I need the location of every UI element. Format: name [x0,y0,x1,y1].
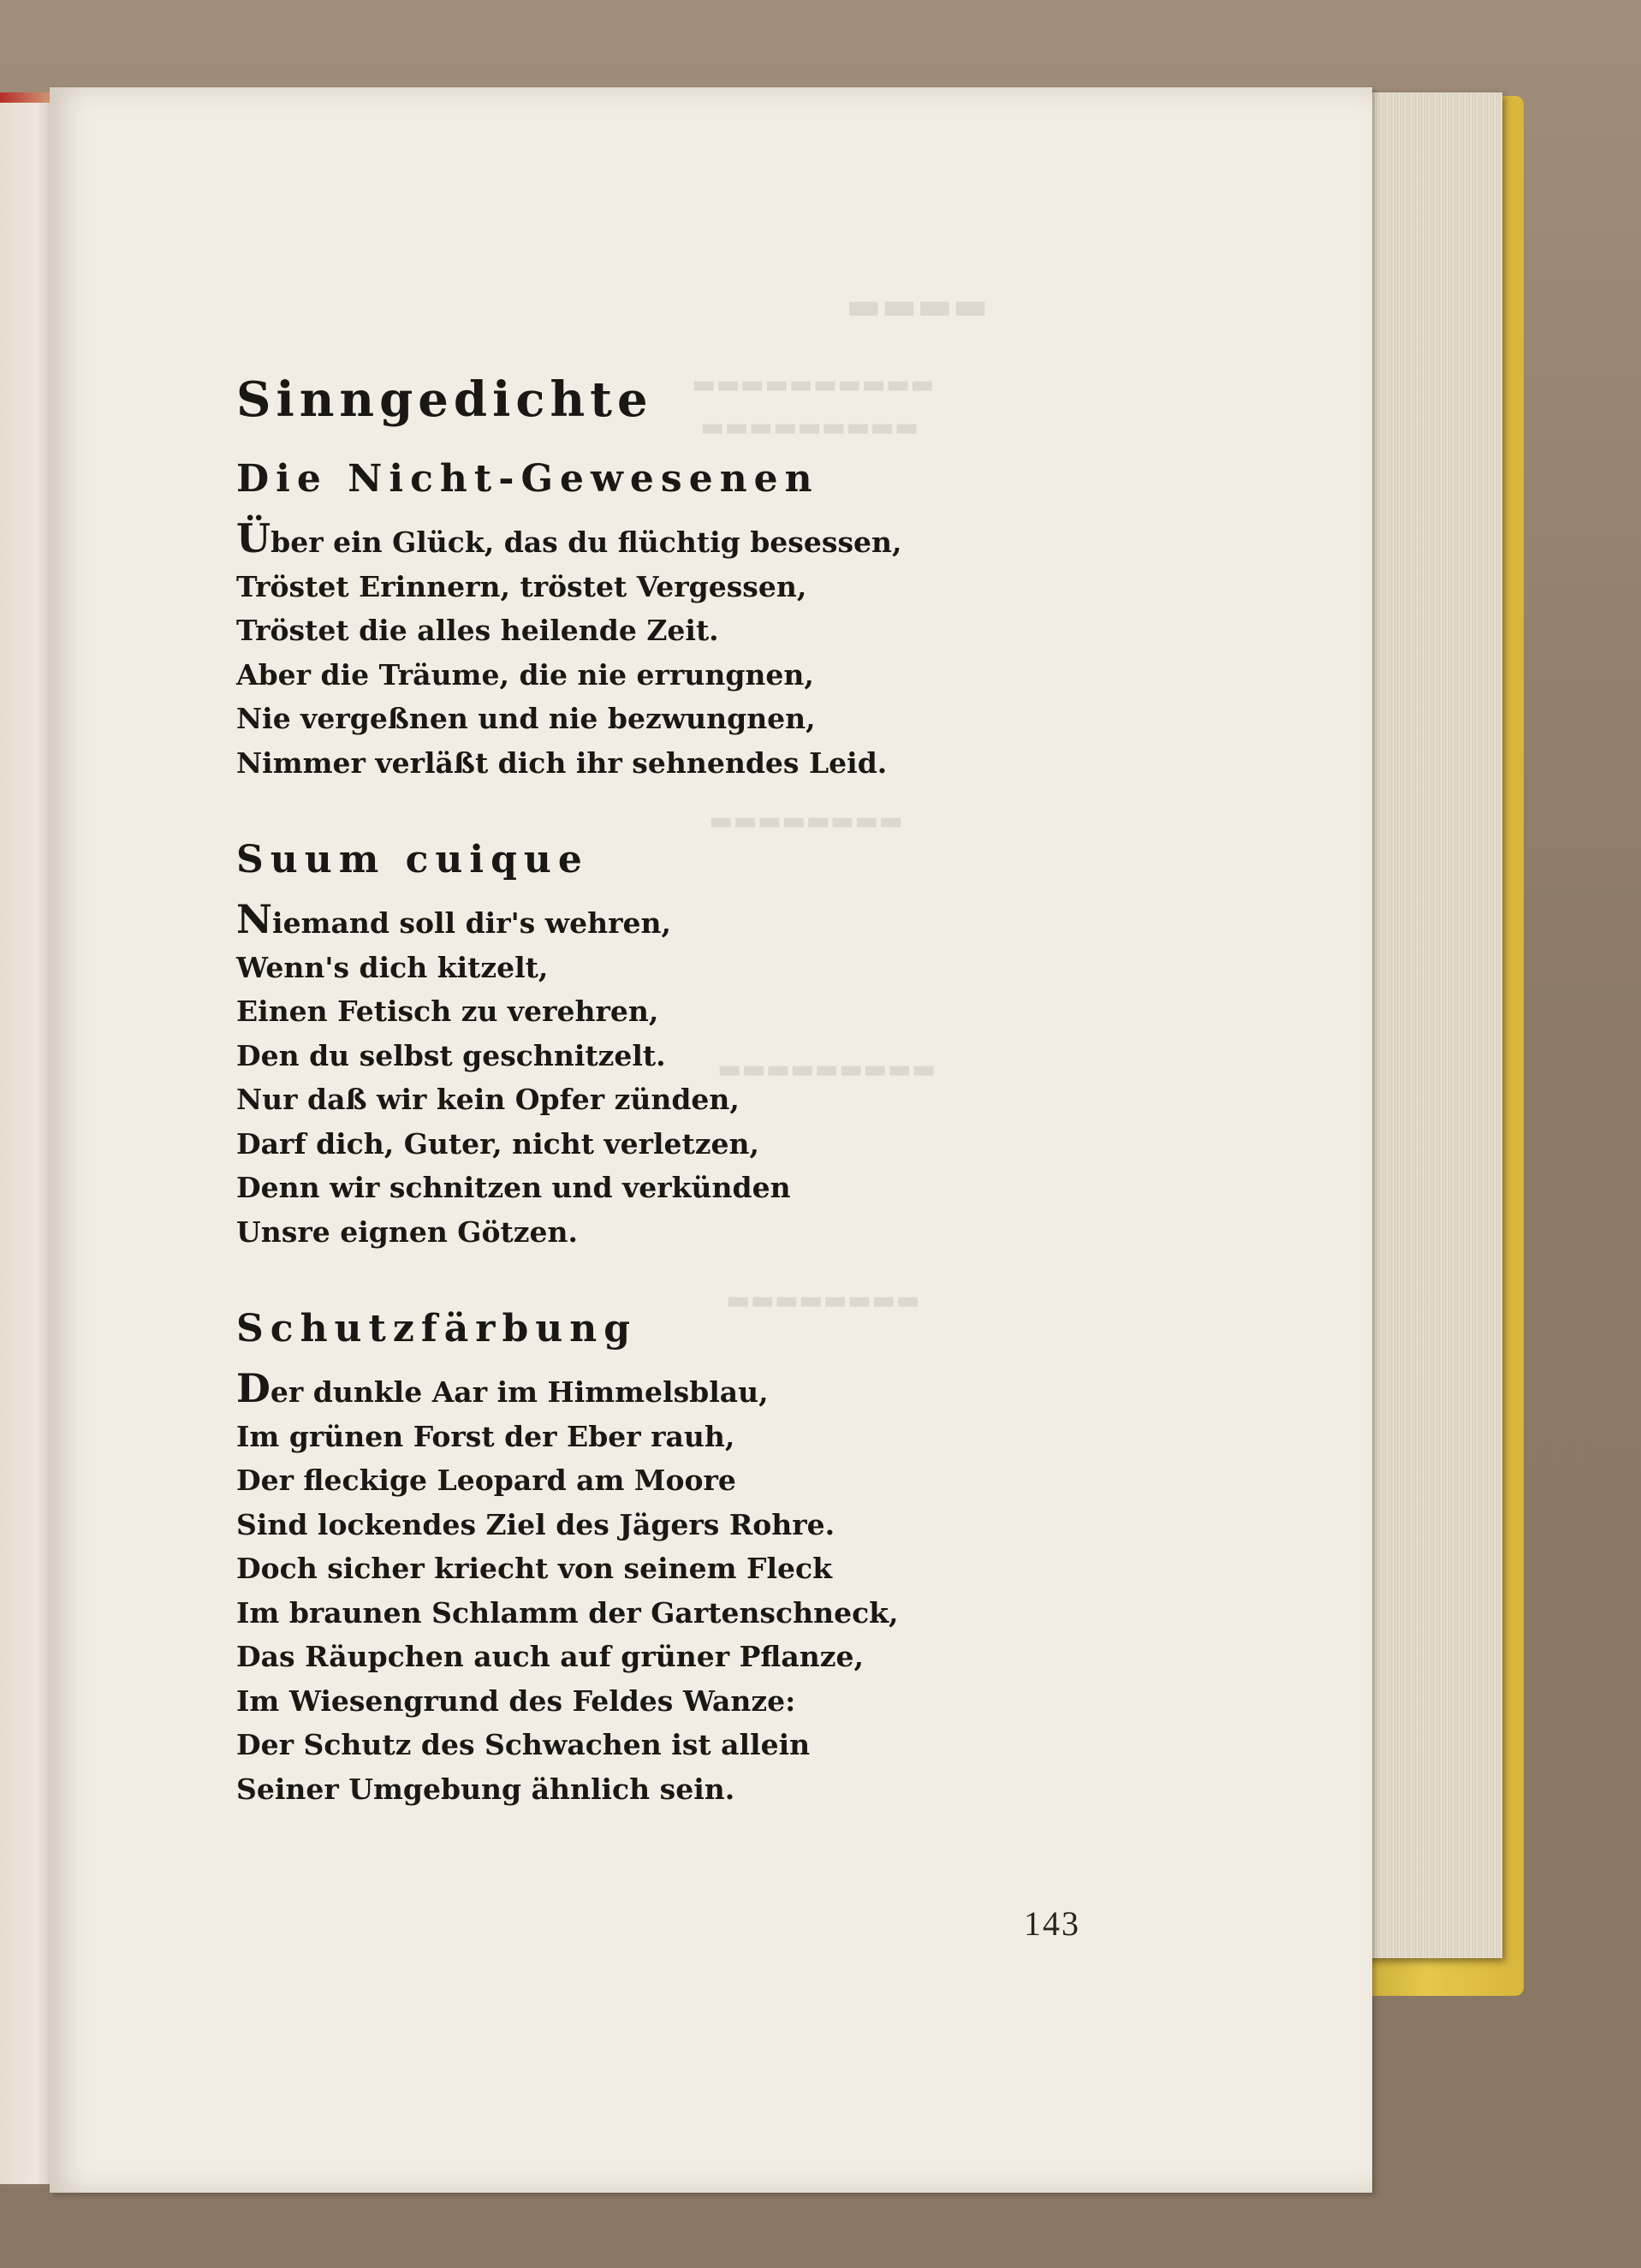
poem [236,454,1092,785]
poem-line: Nie vergeßnen und nie bezwungnen, [236,702,816,735]
poem [236,1303,1092,1811]
show-through: ▬▬▬▬▬▬▬▬▬ [717,1054,936,1084]
poem-title: Die Nicht-Gewesenen [236,457,819,501]
poem-line: Der dunkle Aar im Himmelsblau, [236,1365,769,1411]
show-through: ▬▬▬▬▬▬▬▬ [726,1285,920,1315]
poem-line: Das Räupchen auch auf grüner Pflanze, [236,1640,864,1673]
poem-line: Wenn's dich kitzelt, [236,950,549,984]
book-page [50,87,1372,2193]
poem-line: Denn wir schnitzen und verkünden [236,1171,791,1204]
poem-line: Aber die Träume, die nie errungnen, [236,657,814,692]
poem-line: Tröstet die alles heilende Zeit. [236,614,719,647]
page-stack-edge [1365,92,1502,1958]
poem-title: Schutzfärbung [236,1307,637,1351]
poem-line: Seiner Umgebung ähnlich sein. [236,1772,735,1806]
show-through: ▬▬▬▬▬▬▬▬▬▬ [692,370,935,400]
poem-line: Über ein Glück, das du flüchtig besessen, [236,515,902,561]
show-through: ▬▬▬▬▬▬▬▬ [709,806,903,836]
poem-line: Tröstet Erinnern, tröstet Vergessen, [236,569,807,603]
poem-line: Im braunen Schlamm der Gartenschneck, [236,1595,899,1630]
show-through: ▬▬▬▬ [846,284,989,328]
poem-title: Suum cuique [236,838,589,882]
poem-line: Im grünen Forst der Eber rauh, [236,1419,735,1453]
page-number: 143 [1024,1904,1080,1943]
poem [236,834,1092,1254]
poem-line: Sind lockendes Ziel des Jägers Rohre. [236,1507,835,1541]
poem-line: Doch sicher kriecht von seinem Fleck [236,1552,832,1585]
page-content [236,370,1092,1861]
poem-line: Den du selbst geschnitzelt. [236,1038,666,1072]
poem-line: Nimmer verläßt dich ihr sehnendes Leid. [236,745,888,780]
show-through: ▬▬▬▬▬▬▬▬▬ [700,413,919,442]
poem-line: Einen Fetisch zu verehren, [236,994,659,1028]
poem-line: Nur daß wir kein Opfer zünden, [236,1083,740,1116]
poem-line: Im Wiesengrund des Feldes Wanze: [236,1683,796,1718]
poem-line: Unsre eignen Götzen. [236,1214,578,1249]
poem-line: Der fleckige Leopard am Moore [236,1464,736,1497]
poem-line: Darf dich, Guter, nicht verletzen, [236,1126,760,1161]
poem-line: Niemand soll dir's wehren, [236,896,672,942]
section-title: Sinngedichte [236,371,653,428]
poem-line: Der Schutz des Schwachen ist allein [236,1728,811,1761]
